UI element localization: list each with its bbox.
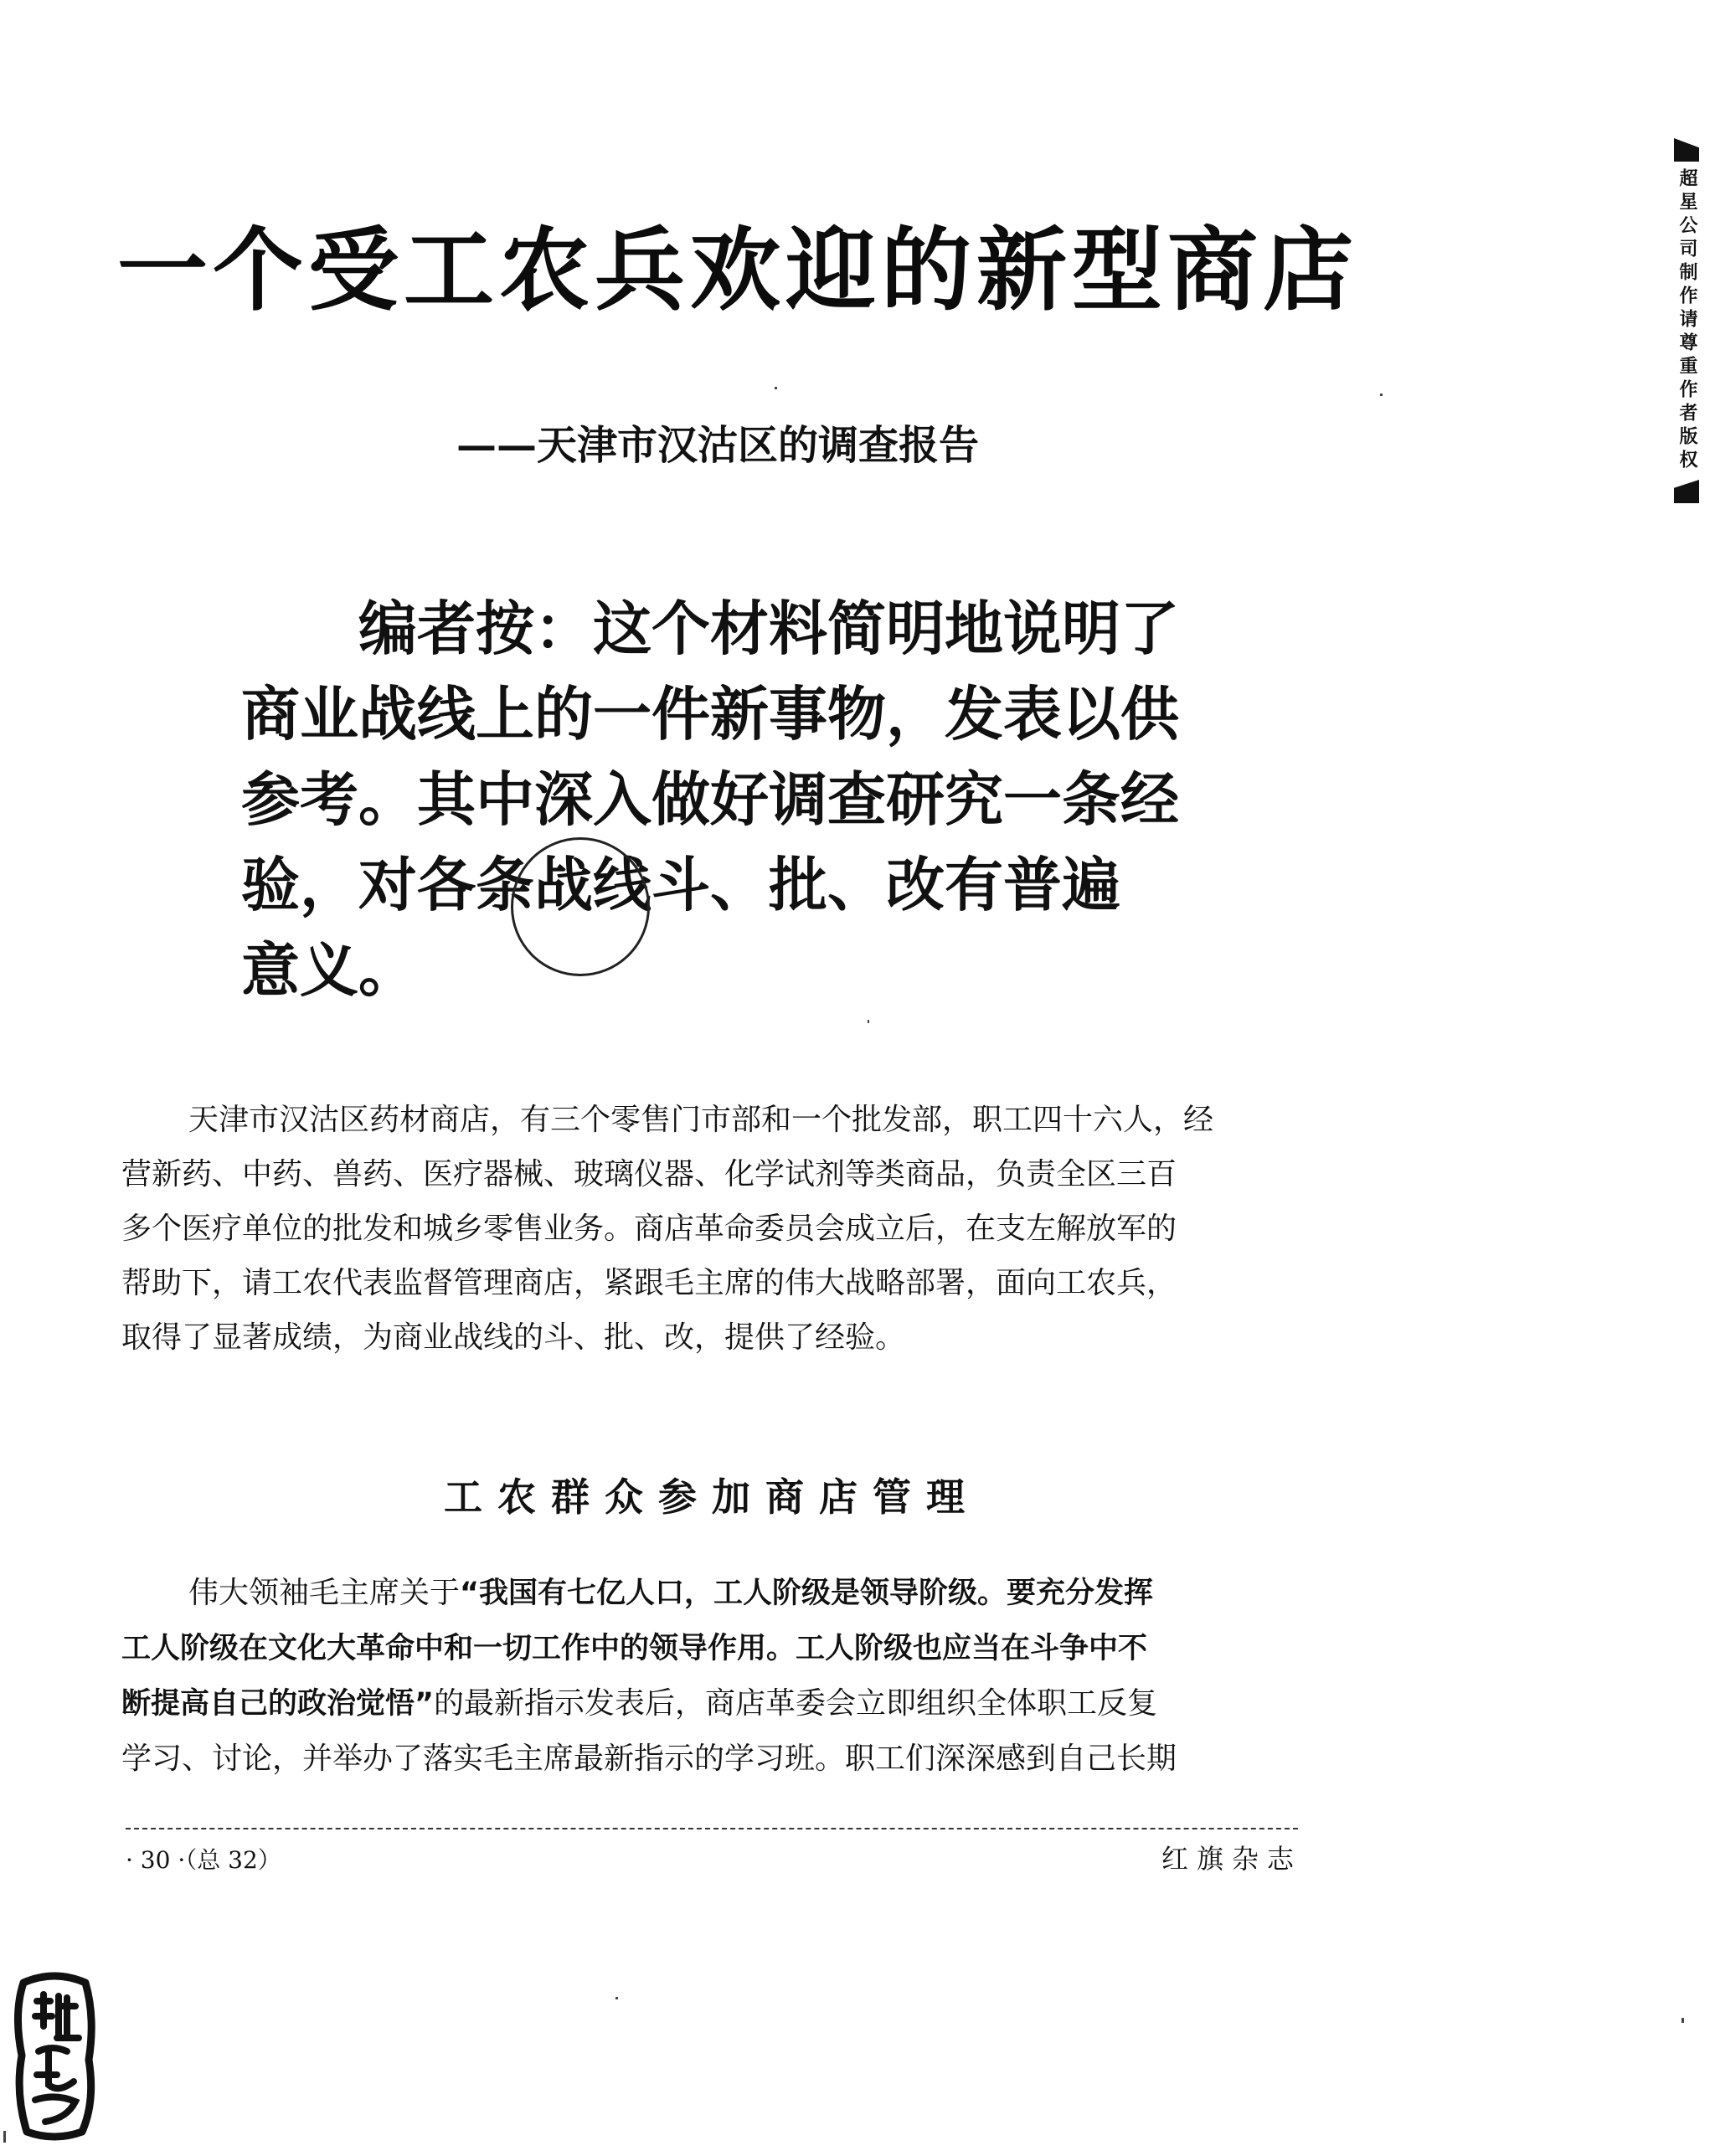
section-line [121, 1676, 1311, 1731]
intro-paragraph [121, 1093, 1311, 1365]
editor-note-line: 参考。其中深入做好调查研究一条经 [241, 764, 1179, 834]
side-credit [1666, 138, 1707, 557]
side-bar-top [1674, 138, 1699, 162]
scan-speck [775, 387, 777, 389]
scan-speck [868, 1020, 869, 1023]
editor-note [241, 586, 1196, 1013]
section-paragraph [121, 1566, 1311, 1786]
scan-speck [3, 2131, 6, 2143]
intro-line: 取得了显著成绩，为商业战线的斗、批、改，提供了经验。 [121, 1320, 906, 1355]
footer-divider [126, 1828, 1298, 1829]
magazine-name: 红旗杂志 [1161, 1843, 1302, 1875]
section-line-rest: 的最新指示发表后，商店革委会立即组织全体职工反复 [434, 1686, 1158, 1721]
editor-note-line: 商业战线上的一件新事物，发表以供 [241, 679, 1179, 749]
seal-stamp-icon [8, 1968, 100, 2143]
intro-line: 帮助下，请工农代表监督管理商店，紧跟毛主席的伟大战略部署，面向工农兵， [121, 1266, 1177, 1300]
editor-note-line: 意义。 [241, 935, 417, 1005]
section-line [121, 1566, 1311, 1621]
mao-quote: “我国有七亿人口，工人阶级是领导阶级。要充分发挥 [460, 1577, 1154, 1610]
page-number: · 30 ·（总 32） [126, 1846, 281, 1874]
section-line-prefix: 伟大领袖毛主席关于 [188, 1576, 461, 1610]
editor-note-line: 验，对各条战线斗、批、改有普遍 [241, 850, 1120, 919]
scan-speck [1682, 2018, 1684, 2023]
side-credit-text: 超星公司制作请尊重作者版权 [1676, 168, 1697, 473]
intro-line: 营新药、中药、兽药、医疗器械、玻璃仪器、化学试剂等类商品，负责全区三百 [121, 1157, 1177, 1191]
mao-quote: 断提高自己的政治觉悟” [121, 1687, 435, 1721]
intro-line: 天津市汉沽区药材商店，有三个零售门市部和一个批发部，职工四十六人，经 [188, 1103, 1214, 1137]
editor-note-line: 编者按：这个材料简明地说明了 [358, 594, 1179, 663]
section-line [121, 1621, 1311, 1676]
section-line: 学习、讨论，并举办了落实毛主席最新指示的学习班。职工们深深感到自己长期 [121, 1742, 1177, 1776]
side-bar-bottom [1674, 480, 1699, 503]
intro-line: 多个医疗单位的批发和城乡零售业务。商店革命委员会成立后，在支左解放军的 [121, 1212, 1177, 1246]
scan-speck [1380, 394, 1383, 396]
section-heading: 工农群众参加商店管理 [444, 1474, 980, 1520]
scan-speck [615, 1997, 618, 1999]
article-title: 一个受工农兵欢迎的新型商店 [117, 219, 1359, 323]
article-subtitle: ——天津市汉沽区的调查报告 [456, 422, 980, 469]
hand-drawn-circle-mark [511, 837, 650, 976]
mao-quote: 工人阶级在文化大革命中和一切工作中的领导作用。工人阶级也应当在斗争中不 [121, 1632, 1148, 1665]
